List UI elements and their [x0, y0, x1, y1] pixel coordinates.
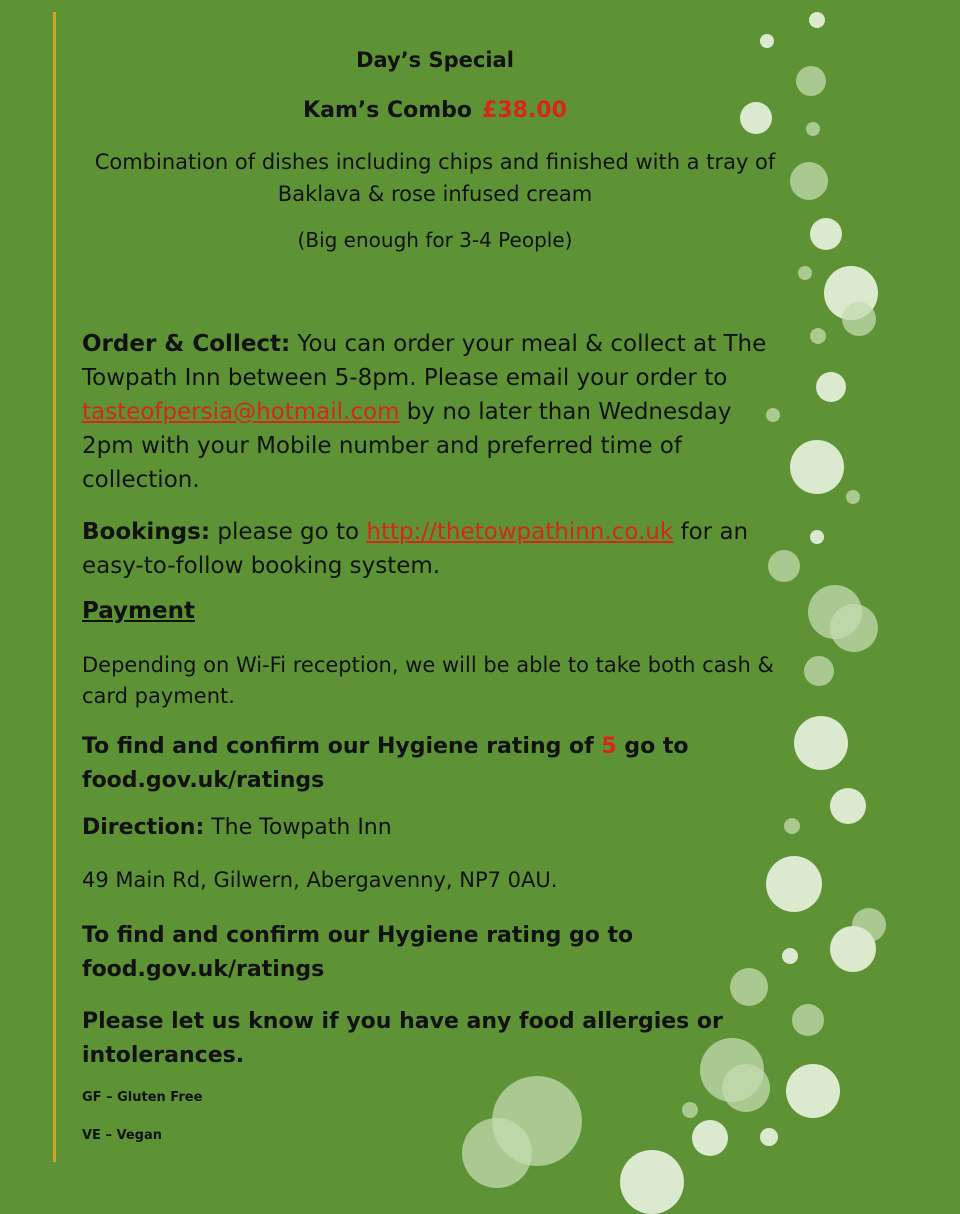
direction-label: Direction:: [82, 815, 205, 840]
hygiene-text-end: go to food.gov.uk/ratings: [82, 734, 689, 793]
bookings-text: please go to: [210, 519, 367, 545]
hygiene-text: To find and confirm our Hygiene rating of: [82, 734, 602, 759]
combo-name: Kam’s Combo: [303, 98, 473, 123]
booking-website-link[interactable]: http://thetowpathinn.co.uk: [366, 519, 674, 545]
bookings-label: Bookings:: [82, 519, 211, 545]
combo-description: Combination of dishes including chips and finished with a tray of Baklava & rose infused cream: [94, 150, 776, 206]
left-border-line: [53, 12, 56, 1162]
email-link[interactable]: tasteofpersia@hotmail.com: [82, 399, 400, 425]
hygiene-rating-value: 5: [601, 734, 617, 759]
payment-heading: Payment: [82, 598, 195, 624]
direction-line: [82, 815, 782, 840]
page-title: Day’s Special: [356, 48, 514, 72]
hygiene-rating-note: [82, 730, 782, 798]
order-text: You can order your meal & collect at The Towpath Inn between 5-8pm. Please email your order to: [82, 331, 767, 391]
key-gluten-free: GF – Gluten Free: [82, 1090, 203, 1105]
order-collect-paragraph: [82, 327, 782, 497]
allergy-note: Please let us know if you have any food allergies or intolerances.: [82, 1009, 723, 1068]
order-text-end: by no later than Wednesday 2pm with your Mobile number and preferred time of collection.: [82, 399, 732, 493]
combo-heading: [70, 98, 800, 123]
direction-place: The Towpath Inn: [204, 815, 392, 840]
order-label: Order & Collect:: [82, 331, 291, 357]
address-line: 49 Main Rd, Gilwern, Abergavenny, NP7 0AU.: [82, 868, 558, 892]
bookings-text-end: for an easy-to-follow booking system.: [82, 519, 749, 579]
combo-price: £38.00: [482, 98, 567, 123]
payment-text: Depending on Wi-Fi reception, we will be able to take both cash & card payment.: [82, 653, 774, 708]
serving-size: (Big enough for 3-4 People): [297, 228, 573, 252]
key-vegan: VE – Vegan: [82, 1128, 162, 1143]
hygiene-note: To find and confirm our Hygiene rating go to food.gov.uk/ratings: [82, 923, 634, 982]
bookings-paragraph: [82, 515, 782, 583]
